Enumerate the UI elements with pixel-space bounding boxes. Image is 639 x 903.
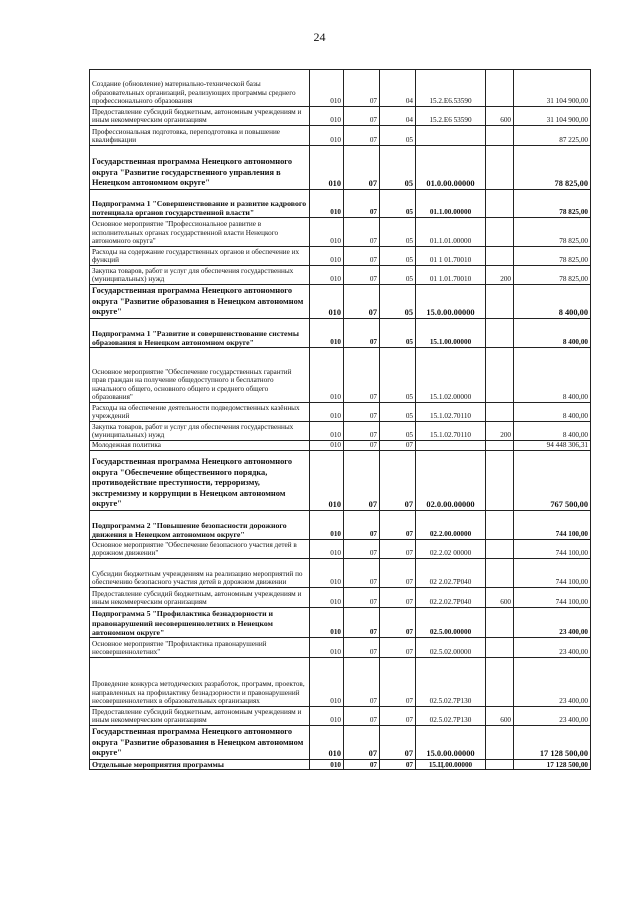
row-section-cell: 07: [344, 247, 380, 266]
row-section-cell: 07: [344, 266, 380, 285]
row-expense-type-cell: [486, 218, 514, 247]
table-row: [90, 441, 591, 451]
table-row: [90, 559, 591, 588]
row-section-cell: 07: [344, 638, 380, 658]
table-row: [90, 403, 591, 422]
row-name-cell: Закупка товаров, работ и услуг для обеспечения государственных (муниципальных) нужд: [90, 266, 310, 285]
row-ministry-cell: 010: [310, 266, 344, 285]
row-section-cell: 07: [344, 146, 380, 190]
row-target-article-cell: 15.1.02.00000: [416, 348, 486, 403]
row-expense-type-cell: [486, 190, 514, 218]
row-subsection-cell: 05: [380, 146, 416, 190]
row-expense-type-cell: [486, 451, 514, 511]
row-expense-type-cell: [486, 638, 514, 658]
row-target-article-cell: 02.5.00.00000: [416, 608, 486, 638]
table-row: [90, 540, 591, 559]
row-ministry-cell: 010: [310, 608, 344, 638]
row-target-article-cell: 02.2.02 00000: [416, 540, 486, 559]
row-section-cell: 07: [344, 107, 380, 126]
row-name-cell: Профессиональная подготовка, переподготовка и повышение квалификации: [90, 126, 310, 146]
table-row: [90, 190, 591, 218]
row-target-article-cell: 01.1.00.00000: [416, 190, 486, 218]
table-row: [90, 760, 591, 770]
row-amount-cell: 8 400,00: [514, 403, 591, 422]
row-subsection-cell: 05: [380, 218, 416, 247]
row-name-cell: Подпрограмма 2 "Повышение безопасности дорожного движения в Ненецком автономном округе": [90, 511, 310, 540]
table-row: [90, 638, 591, 658]
table-row: [90, 348, 591, 403]
row-subsection-cell: 05: [380, 348, 416, 403]
row-ministry-cell: 010: [310, 441, 344, 451]
row-amount-cell: 8 400,00: [514, 319, 591, 348]
table-row: [90, 146, 591, 190]
row-expense-type-cell: [486, 247, 514, 266]
row-target-article-cell: 02.5.02.7Р130: [416, 707, 486, 726]
row-amount-cell: 78 825,00: [514, 146, 591, 190]
row-ministry-cell: 010: [310, 451, 344, 511]
row-section-cell: 07: [344, 559, 380, 588]
row-target-article-cell: 15.0.00.00000: [416, 726, 486, 760]
row-target-article-cell: [416, 126, 486, 146]
row-name-cell: Расходы на содержание государственных органов и обеспечение их функций: [90, 247, 310, 266]
row-target-article-cell: 02.0.00.00000: [416, 451, 486, 511]
row-target-article-cell: [416, 441, 486, 451]
table-row: [90, 70, 591, 107]
row-ministry-cell: 010: [310, 707, 344, 726]
row-subsection-cell: 05: [380, 403, 416, 422]
row-target-article-cell: 01.0.00.00000: [416, 146, 486, 190]
row-expense-type-cell: [486, 146, 514, 190]
budget-table-body: [90, 70, 591, 770]
row-expense-type-cell: [486, 441, 514, 451]
row-target-article-cell: 02.2.00.00000: [416, 511, 486, 540]
row-target-article-cell: 15.Ц.00.00000: [416, 760, 486, 770]
row-target-article-cell: 02.5.02.7Р130: [416, 658, 486, 707]
row-ministry-cell: 010: [310, 540, 344, 559]
row-subsection-cell: 07: [380, 638, 416, 658]
row-expense-type-cell: [486, 658, 514, 707]
row-target-article-cell: 15.2.Е6 53590: [416, 107, 486, 126]
row-expense-type-cell: [486, 319, 514, 348]
row-target-article-cell: 02.5.02.00000: [416, 638, 486, 658]
row-target-article-cell: 15.0.00.00000: [416, 285, 486, 319]
row-target-article-cell: 01.1.01.00000: [416, 218, 486, 247]
row-subsection-cell: 05: [380, 247, 416, 266]
row-target-article-cell: 15.1.02.70110: [416, 403, 486, 422]
row-expense-type-cell: [486, 285, 514, 319]
table-row: [90, 247, 591, 266]
row-ministry-cell: 010: [310, 559, 344, 588]
row-amount-cell: 23 400,00: [514, 638, 591, 658]
row-amount-cell: 78 825,00: [514, 247, 591, 266]
row-name-cell: Молодежная политика: [90, 441, 310, 451]
row-section-cell: 07: [344, 707, 380, 726]
row-section-cell: 07: [344, 726, 380, 760]
row-expense-type-cell: 600: [486, 107, 514, 126]
row-target-article-cell: 01 1 01.70010: [416, 247, 486, 266]
row-subsection-cell: 07: [380, 511, 416, 540]
row-expense-type-cell: [486, 608, 514, 638]
row-subsection-cell: 07: [380, 540, 416, 559]
table-row: [90, 608, 591, 638]
row-subsection-cell: 05: [380, 422, 416, 441]
row-expense-type-cell: [486, 540, 514, 559]
row-amount-cell: 17 128 500,00: [514, 726, 591, 760]
row-expense-type-cell: 600: [486, 588, 514, 608]
row-name-cell: Предоставление субсидий бюджетным, автономным учреждениям и иным некоммерческим организациям: [90, 588, 310, 608]
table-row: [90, 726, 591, 760]
row-name-cell: Государственная программа Ненецкого автономного округа "Обеспечение общественного порядка, противодействие преступности, терроризму, экстремизму и коррупции в Ненецком автономном округе": [90, 451, 310, 511]
row-expense-type-cell: [486, 760, 514, 770]
row-name-cell: Проведение конкурса методических разработок, программ, проектов, направленных на профилактику безнадзорности и правонарушений несовершеннолетних в образовательных организациях: [90, 658, 310, 707]
row-amount-cell: 94 448 306,31: [514, 441, 591, 451]
table-row: [90, 126, 591, 146]
row-subsection-cell: 07: [380, 726, 416, 760]
table-row: [90, 319, 591, 348]
row-name-cell: Субсидии бюджетным учреждениям на реализацию мероприятий по обеспечению безопасного участия детей в дорожном движении: [90, 559, 310, 588]
row-amount-cell: 23 400,00: [514, 707, 591, 726]
table-row: [90, 266, 591, 285]
row-name-cell: Государственная программа Ненецкого автономного округа "Развитие государственного управления в Ненецком автономном округе": [90, 146, 310, 190]
row-name-cell: Отдельные мероприятия программы: [90, 760, 310, 770]
row-subsection-cell: 07: [380, 588, 416, 608]
row-ministry-cell: 010: [310, 218, 344, 247]
row-amount-cell: 744 100,00: [514, 588, 591, 608]
row-subsection-cell: 07: [380, 760, 416, 770]
row-section-cell: 07: [344, 126, 380, 146]
row-amount-cell: 767 500,00: [514, 451, 591, 511]
row-name-cell: Государственная программа Ненецкого автономного округа "Развитие образования в Ненецком автономном округе": [90, 285, 310, 319]
row-section-cell: 07: [344, 658, 380, 707]
row-expense-type-cell: [486, 348, 514, 403]
row-subsection-cell: 05: [380, 190, 416, 218]
row-amount-cell: 87 225,00: [514, 126, 591, 146]
row-amount-cell: 17 128 500,00: [514, 760, 591, 770]
row-expense-type-cell: [486, 70, 514, 107]
table-row: [90, 422, 591, 441]
row-subsection-cell: 07: [380, 707, 416, 726]
row-expense-type-cell: 200: [486, 422, 514, 441]
row-ministry-cell: 010: [310, 658, 344, 707]
row-subsection-cell: 07: [380, 608, 416, 638]
row-name-cell: Основное мероприятие "Обеспечение безопасного участия детей в дорожном движении": [90, 540, 310, 559]
row-ministry-cell: 010: [310, 126, 344, 146]
row-expense-type-cell: [486, 559, 514, 588]
row-name-cell: Основное мероприятие "Профилактика правонарушений несовершеннолетних": [90, 638, 310, 658]
row-ministry-cell: 010: [310, 285, 344, 319]
row-amount-cell: 8 400,00: [514, 285, 591, 319]
row-name-cell: Основное мероприятие "Профессиональное развитие в исполнительных органах государственной власти Ненецкого автономного округа": [90, 218, 310, 247]
row-amount-cell: 8 400,00: [514, 422, 591, 441]
row-amount-cell: 78 825,00: [514, 266, 591, 285]
row-subsection-cell: 07: [380, 658, 416, 707]
table-row: [90, 707, 591, 726]
row-subsection-cell: 04: [380, 107, 416, 126]
row-section-cell: 07: [344, 422, 380, 441]
row-section-cell: 07: [344, 319, 380, 348]
row-subsection-cell: 04: [380, 70, 416, 107]
row-section-cell: 07: [344, 190, 380, 218]
row-target-article-cell: 15.1.02.70110: [416, 422, 486, 441]
row-section-cell: 07: [344, 608, 380, 638]
row-ministry-cell: 010: [310, 348, 344, 403]
row-section-cell: 07: [344, 218, 380, 247]
table-row: [90, 658, 591, 707]
row-amount-cell: 744 100,00: [514, 559, 591, 588]
row-ministry-cell: 010: [310, 319, 344, 348]
row-ministry-cell: 010: [310, 638, 344, 658]
row-amount-cell: 744 100,00: [514, 540, 591, 559]
row-ministry-cell: 010: [310, 588, 344, 608]
row-name-cell: Подпрограмма 5 "Профилактика безнадзорности и правонарушений несовершеннолетних в Ненецком автономном округе": [90, 608, 310, 638]
row-expense-type-cell: 200: [486, 266, 514, 285]
row-name-cell: Подпрограмма 1 "Совершенствование и развитие кадрового потенциала органов государственной власти": [90, 190, 310, 218]
row-name-cell: Расходы на обеспечение деятельности подведомственных казённых учреждений: [90, 403, 310, 422]
row-subsection-cell: 05: [380, 126, 416, 146]
row-target-article-cell: 01 1.01.70010: [416, 266, 486, 285]
row-name-cell: Создание (обновление) материально-технической базы образовательных организаций, реализующих программы среднего профессионального образования: [90, 70, 310, 107]
row-amount-cell: 31 104 900,00: [514, 107, 591, 126]
row-name-cell: Предоставление субсидий бюджетным, автономным учреждениям и иным некоммерческим организациям: [90, 107, 310, 126]
table-row: [90, 588, 591, 608]
row-subsection-cell: 07: [380, 451, 416, 511]
budget-table: [89, 69, 591, 770]
row-name-cell: Подпрограмма 1 "Развитие и совершенствование системы образования в Ненецком автономном округе": [90, 319, 310, 348]
row-section-cell: 07: [344, 588, 380, 608]
row-ministry-cell: 010: [310, 511, 344, 540]
row-ministry-cell: 010: [310, 70, 344, 107]
row-target-article-cell: 02 2.02.7Р040: [416, 559, 486, 588]
table-row: [90, 511, 591, 540]
row-ministry-cell: 010: [310, 146, 344, 190]
row-amount-cell: 78 825,00: [514, 190, 591, 218]
row-section-cell: 07: [344, 348, 380, 403]
row-amount-cell: 31 104 900,00: [514, 70, 591, 107]
row-section-cell: 07: [344, 70, 380, 107]
row-name-cell: Предоставление субсидий бюджетным, автономным учреждениям и иным некоммерческим организациям: [90, 707, 310, 726]
row-subsection-cell: 05: [380, 266, 416, 285]
row-section-cell: 07: [344, 451, 380, 511]
row-expense-type-cell: [486, 126, 514, 146]
row-amount-cell: 8 400,00: [514, 348, 591, 403]
row-section-cell: 07: [344, 760, 380, 770]
row-ministry-cell: 010: [310, 107, 344, 126]
table-row: [90, 285, 591, 319]
row-subsection-cell: 07: [380, 441, 416, 451]
row-ministry-cell: 010: [310, 247, 344, 266]
row-amount-cell: 744 100,00: [514, 511, 591, 540]
row-section-cell: 07: [344, 511, 380, 540]
row-name-cell: Основное мероприятие "Обеспечение государственных гарантий прав граждан на получение общедоступного и бесплатного начального общего, основного общего и среднего общего образования": [90, 348, 310, 403]
row-section-cell: 07: [344, 441, 380, 451]
row-expense-type-cell: [486, 726, 514, 760]
row-section-cell: 07: [344, 403, 380, 422]
row-amount-cell: 78 825,00: [514, 218, 591, 247]
row-amount-cell: 23 400,00: [514, 608, 591, 638]
row-target-article-cell: 15.1.00.00000: [416, 319, 486, 348]
row-ministry-cell: 010: [310, 760, 344, 770]
row-ministry-cell: 010: [310, 422, 344, 441]
table-row: [90, 451, 591, 511]
row-target-article-cell: 15.2.Е6.53590: [416, 70, 486, 107]
row-ministry-cell: 010: [310, 190, 344, 218]
row-amount-cell: 23 400,00: [514, 658, 591, 707]
row-name-cell: Закупка товаров, работ и услуг для обеспечения государственных (муниципальных) нужд: [90, 422, 310, 441]
table-row: [90, 107, 591, 126]
row-expense-type-cell: 600: [486, 707, 514, 726]
row-subsection-cell: 07: [380, 559, 416, 588]
row-section-cell: 07: [344, 540, 380, 559]
row-name-cell: Государственная программа Ненецкого автономного округа "Развитие образования в Ненецком автономном округе": [90, 726, 310, 760]
row-subsection-cell: 05: [380, 319, 416, 348]
row-subsection-cell: 05: [380, 285, 416, 319]
page-number: 24: [313, 30, 326, 44]
row-target-article-cell: 02.2.02.7Р040: [416, 588, 486, 608]
row-expense-type-cell: [486, 403, 514, 422]
row-ministry-cell: 010: [310, 726, 344, 760]
table-row: [90, 218, 591, 247]
row-section-cell: 07: [344, 285, 380, 319]
row-ministry-cell: 010: [310, 403, 344, 422]
row-expense-type-cell: [486, 511, 514, 540]
